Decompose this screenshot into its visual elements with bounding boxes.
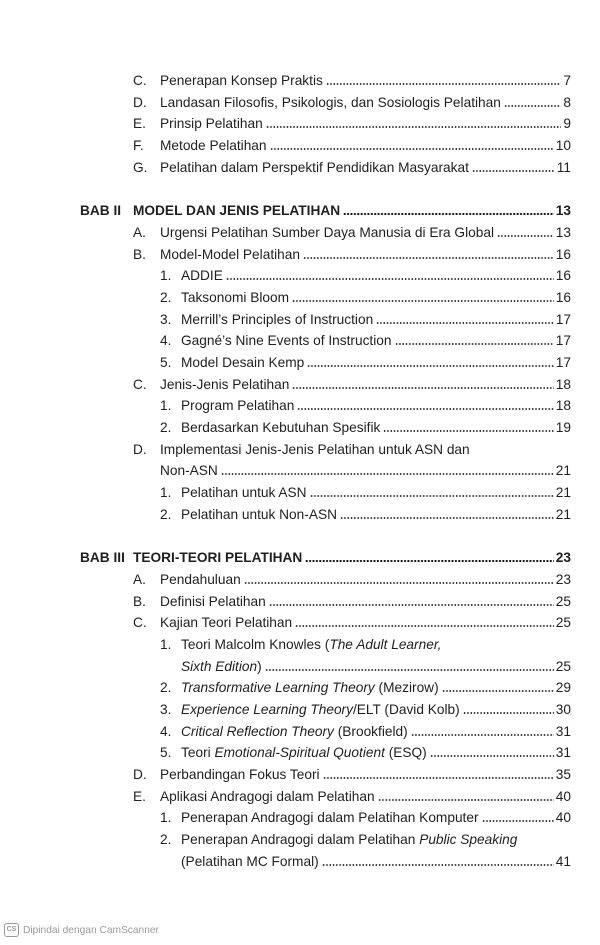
dot-leader: [463, 712, 554, 714]
entry-title: ADDIE: [181, 268, 223, 284]
title-segment: (Brookfield): [333, 723, 408, 739]
entry-title: Prinsip Pelatihan: [160, 116, 263, 132]
title-segment: Teori: [181, 745, 215, 761]
chapter-label: BAB II: [80, 203, 122, 219]
page-number: 30: [555, 701, 571, 717]
page-number: 17: [555, 333, 571, 349]
page-number: 16: [555, 246, 571, 262]
dot-leader: [303, 257, 554, 259]
page-number: 13: [555, 203, 571, 219]
toc-entry-item: [0, 721, 600, 743]
dot-leader: [497, 235, 554, 237]
dot-leader: [292, 300, 554, 302]
title-segment: Non-ASN: [160, 463, 218, 479]
entry-title: [160, 439, 470, 461]
entry-title: [181, 699, 460, 721]
page-number: 31: [555, 723, 571, 739]
page-number: 18: [555, 398, 571, 414]
entry-number: B.: [133, 246, 146, 262]
entry-title: Merrill’s Principles of Instruction: [181, 311, 374, 327]
scanner-watermark: [4, 923, 159, 937]
page-number: 25: [555, 593, 571, 609]
entry-title: [181, 851, 319, 873]
toc-entry-item: [0, 742, 600, 764]
dot-leader: [322, 864, 554, 866]
page-number: 21: [555, 485, 571, 501]
page-number: 25: [555, 658, 571, 674]
entry-number: 1.: [160, 636, 172, 652]
entry-title: Gagné’s Nine Events of Instruction: [181, 333, 392, 349]
toc-entry-chapter: [0, 200, 600, 222]
entry-title: Perbandingan Fokus Teori: [160, 767, 320, 782]
toc-entry-continuation: [0, 460, 600, 482]
entry-number: 4.: [160, 333, 172, 349]
entry-number: 4.: [160, 723, 172, 739]
dot-leader: [292, 387, 553, 389]
page-number: 7: [563, 73, 571, 88]
entry-title: Model Desain Kemp: [181, 354, 305, 370]
page-number: 17: [555, 311, 571, 327]
entry-title: Aplikasi Andragogi dalam Pelatihan: [160, 788, 375, 804]
chapter-title: MODEL DAN JENIS PELATIHAN: [133, 203, 341, 219]
toc-entry-item: [0, 265, 600, 287]
entry-title: Berdasarkan Kebutuhan Spesifik: [181, 420, 381, 435]
toc-entry-section: [0, 591, 600, 613]
dot-leader: [383, 430, 553, 432]
toc-entry-item: [0, 829, 600, 851]
page-number: 40: [555, 788, 571, 804]
entry-number: A.: [133, 571, 146, 587]
dot-leader: [340, 517, 554, 519]
toc-entry-item: [0, 330, 600, 352]
entry-title: [160, 460, 218, 482]
entry-number: B.: [133, 593, 146, 609]
toc-entry-item: [0, 395, 600, 417]
toc-entry-section: [0, 764, 600, 786]
page-number: 31: [555, 745, 571, 761]
italic-title-segment: Critical Reflection Theory: [181, 723, 334, 739]
toc-entry-item: [0, 807, 600, 829]
toc-entry-section: [0, 92, 600, 114]
entry-title: Program Pelatihan: [181, 398, 295, 414]
entry-title: Jenis-Jenis Pelatihan: [160, 376, 290, 392]
dot-leader: [395, 343, 554, 345]
page-number: 41: [555, 853, 571, 869]
page-number: 21: [555, 463, 571, 479]
title-segment: (Pelatihan MC Formal): [181, 853, 319, 869]
entry-title: Urgensi Pelatihan Sumber Daya Manusia di Era Global: [160, 224, 494, 240]
toc-entry-section: [0, 70, 600, 92]
toc-entry-continuation: [0, 656, 600, 678]
entry-number: E.: [133, 788, 146, 804]
entry-number: 5.: [160, 354, 172, 370]
entry-title: [181, 829, 517, 851]
entry-number: C.: [133, 73, 147, 88]
entry-number: 2.: [160, 680, 172, 696]
table-of-contents: [0, 70, 600, 872]
toc-entry-section: [0, 244, 600, 266]
page-number: 19: [555, 420, 571, 435]
page-number: 25: [555, 615, 571, 631]
entry-number: G.: [133, 159, 148, 175]
entry-title: Penerapan Konsep Praktis: [160, 73, 323, 88]
dot-leader: [323, 777, 554, 779]
entry-title: Definisi Pelatihan: [160, 593, 266, 609]
entry-title: Landasan Filosofis, Psikologis, dan Sosiologis Pelatihan: [160, 94, 501, 110]
dot-leader: [297, 408, 553, 410]
toc-entry-item: [0, 482, 600, 504]
italic-title-segment: Sixth Edition: [181, 658, 258, 674]
dot-leader: [504, 105, 562, 107]
chapter-label: BAB III: [80, 550, 125, 566]
entry-title: Kajian Teori Pelatihan: [160, 615, 293, 631]
entry-title: Pelatihan dalam Perspektif Pendidikan Masyarakat: [160, 159, 469, 175]
entry-number: 1.: [160, 810, 172, 826]
entry-number: 3.: [160, 701, 172, 717]
entry-title: [181, 742, 427, 764]
page-number: 18: [555, 376, 571, 392]
entry-title: Penerapan Andragogi dalam Pelatihan Komputer: [181, 810, 479, 826]
toc-entry-section: [0, 569, 600, 591]
watermark-text: Dipindai dengan CamScanner: [23, 924, 159, 936]
toc-entry-section: [0, 612, 600, 634]
page-number: 13: [555, 224, 571, 240]
entry-number: 1.: [160, 398, 172, 414]
dot-leader: [442, 690, 554, 692]
dot-leader: [430, 755, 554, 757]
entry-title: Metode Pelatihan: [160, 138, 267, 154]
page-number: 35: [555, 767, 571, 782]
page-number: 17: [555, 354, 571, 370]
entry-number: C.: [133, 376, 147, 392]
title-segment: Penerapan Andragogi dalam Pelatihan: [181, 832, 420, 848]
dot-leader: [343, 213, 554, 215]
italic-title-segment: Public Speaking: [419, 832, 518, 848]
toc-entry-item: [0, 287, 600, 309]
dot-leader: [266, 126, 562, 128]
entry-number: 5.: [160, 745, 172, 761]
italic-title-segment: The Adult Learner,: [329, 636, 442, 652]
entry-title: Pelatihan untuk ASN: [181, 485, 307, 501]
dot-leader: [307, 365, 554, 367]
dot-leader: [411, 734, 554, 736]
dot-leader: [378, 799, 554, 801]
toc-entry-item: [0, 634, 600, 656]
toc-entry-item: [0, 417, 600, 439]
dot-leader: [482, 820, 554, 822]
entry-number: 2.: [160, 289, 172, 305]
dot-leader: [472, 170, 555, 172]
dot-leader: [310, 495, 554, 497]
toc-entry-section: [0, 374, 600, 396]
toc-entry-section: [0, 439, 600, 461]
toc-entry-chapter: [0, 547, 600, 569]
page-number: 16: [555, 289, 571, 305]
title-segment: Implementasi Jenis-Jenis Pelatihan untuk ASN dan: [160, 441, 470, 457]
entry-title: [181, 656, 262, 678]
entry-title: [181, 721, 408, 743]
title-segment: ): [257, 658, 262, 674]
entry-title: Taksonomi Bloom: [181, 289, 290, 305]
dot-leader: [376, 322, 554, 324]
entry-number: 2.: [160, 832, 172, 848]
toc-entry-item: [0, 699, 600, 721]
entry-title: Model-Model Pelatihan: [160, 246, 300, 262]
dot-leader: [269, 604, 554, 606]
page-number: 21: [555, 506, 571, 522]
page-number: 23: [555, 550, 571, 566]
title-segment: (ESQ): [384, 745, 427, 761]
page-number: 16: [555, 268, 571, 284]
entry-number: D.: [133, 94, 147, 110]
entry-title: Pendahuluan: [160, 571, 241, 587]
entry-number: F.: [133, 138, 144, 154]
italic-title-segment: Transformative Learning Theory: [181, 680, 375, 696]
page-number: 11: [556, 159, 571, 175]
toc-entry-section: [0, 786, 600, 808]
toc-entry-continuation: [0, 851, 600, 873]
toc-entry-section: [0, 113, 600, 135]
entry-number: D.: [133, 441, 147, 457]
entry-number: A.: [133, 224, 146, 240]
title-segment: Teori Malcolm Knowles (: [181, 636, 330, 652]
page-number: 29: [555, 680, 571, 696]
toc-entry-item: [0, 352, 600, 374]
entry-number: 1.: [160, 485, 172, 501]
toc-entry-item: [0, 504, 600, 526]
page-number: 9: [563, 116, 571, 132]
entry-title: [181, 634, 441, 656]
page-number: 8: [563, 94, 571, 110]
entry-number: E.: [133, 116, 146, 132]
entry-number: D.: [133, 767, 147, 782]
italic-title-segment: Emotional-Spiritual Quotient: [214, 745, 385, 761]
entry-title: [181, 677, 439, 699]
dot-leader: [326, 83, 562, 85]
page-number: 40: [555, 810, 571, 826]
italic-title-segment: Experience Learning Theory: [181, 701, 353, 717]
entry-number: C.: [133, 615, 147, 631]
dot-leader: [265, 669, 554, 671]
dot-leader: [221, 473, 554, 475]
chapter-title: TEORI-TEORI PELATIHAN: [133, 550, 303, 566]
page-number: 23: [555, 571, 571, 587]
entry-number: 1.: [160, 268, 172, 284]
toc-entry-section: [0, 222, 600, 244]
dot-leader: [226, 278, 554, 280]
entry-number: 2.: [160, 506, 172, 522]
dot-leader: [270, 148, 554, 150]
camscanner-logo-icon: CS: [4, 923, 19, 937]
dot-leader: [244, 582, 554, 584]
entry-number: 2.: [160, 420, 172, 435]
toc-entry-item: [0, 309, 600, 331]
toc-entry-section: [0, 135, 600, 157]
toc-entry-section: [0, 157, 600, 179]
dot-leader: [305, 560, 553, 562]
entry-title: Pelatihan untuk Non-ASN: [181, 506, 337, 522]
entry-number: 3.: [160, 311, 172, 327]
title-segment: /ELT (David Kolb): [352, 701, 460, 717]
toc-entry-item: [0, 677, 600, 699]
page-number: 10: [555, 138, 571, 154]
dot-leader: [295, 625, 554, 627]
title-segment: (Mezirow): [374, 680, 439, 696]
